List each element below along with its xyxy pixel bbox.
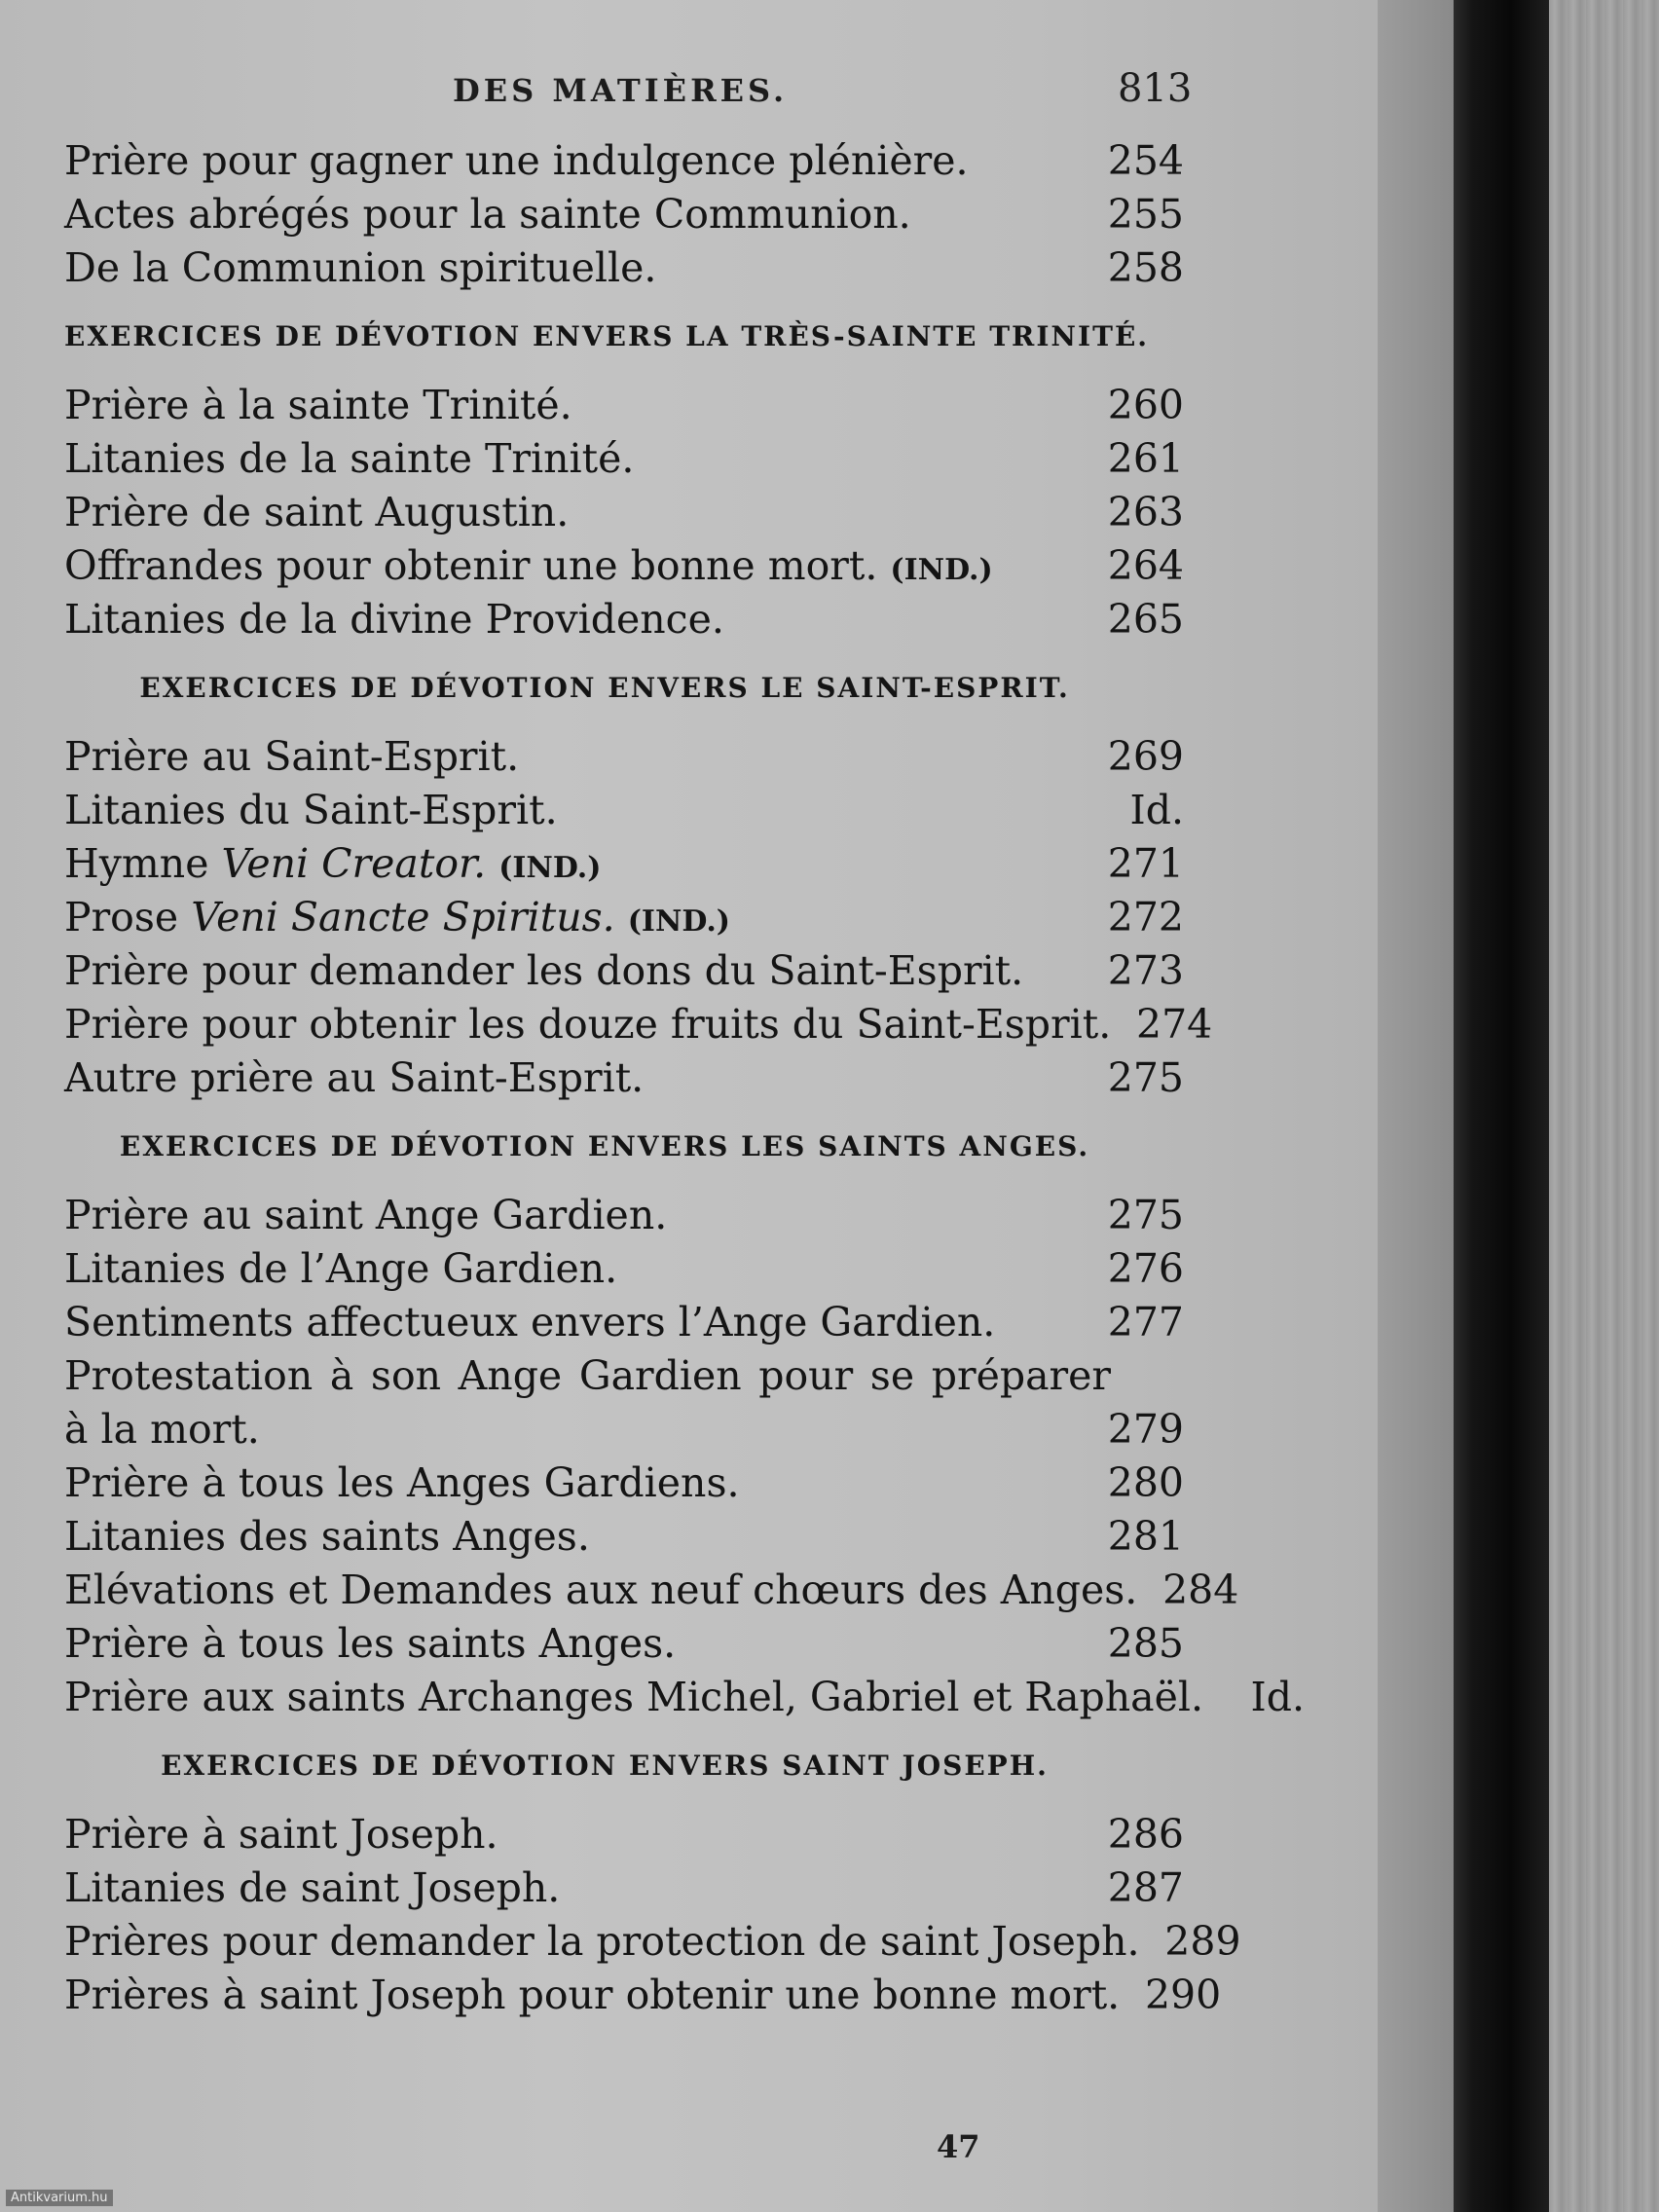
section-heading: EXERCICES DE DÉVOTION ENVERS SAINT JOSEPH. <box>161 1750 1049 1782</box>
toc-entry <box>64 241 1184 295</box>
entry-title-text: Prières à saint Joseph pour obtenir une bonne mort. <box>64 1972 1121 2018</box>
entry-title-text: Prière pour obtenir les douze fruits du Saint-Esprit. <box>64 1001 1112 1048</box>
entry-title <box>64 730 1106 784</box>
entry-title <box>64 1456 1106 1510</box>
indulgence-mark: (IND.) <box>498 851 602 885</box>
entry-title <box>64 837 1106 895</box>
entry-title-text: De la Communion spirituelle. <box>64 244 657 291</box>
toc-entry <box>64 593 1184 646</box>
entry-page-number: 255 <box>1107 191 1184 238</box>
entry-page-number: 279 <box>1107 1406 1184 1453</box>
toc-section <box>64 295 1184 646</box>
entry-page-number: 272 <box>1107 894 1184 940</box>
entry-title-text: Prière à tous les saints Anges. <box>64 1620 677 1667</box>
entry-title <box>64 241 1106 295</box>
entry-title-text: Litanies de la sainte Trinité. <box>64 435 635 482</box>
entry-title <box>64 1296 1106 1349</box>
entry-title-text: Protestation à son Ange Gardien pour se préparer à la mort. <box>64 1352 1111 1453</box>
toc-entry <box>64 891 1184 944</box>
entry-page-number: 258 <box>1107 244 1184 291</box>
toc-section <box>64 134 1184 295</box>
entry-title-prefix: Prose <box>64 894 179 940</box>
entry-title-text: Prière pour gagner une indulgence plénière. <box>64 137 969 184</box>
entry-page-number: 264 <box>1107 542 1184 589</box>
entry-page-number: 271 <box>1107 840 1184 887</box>
entry-page-number: Id. <box>1129 787 1184 833</box>
entry-page-number: 281 <box>1107 1513 1184 1560</box>
toc-section <box>64 1724 1241 2022</box>
entry-title-text: Litanies des saints Anges. <box>64 1513 590 1560</box>
toc-entry <box>64 944 1184 998</box>
entry-title-prefix: Hymne <box>64 840 209 887</box>
entry-page-number: 285 <box>1107 1620 1184 1667</box>
toc-entry <box>64 837 1184 891</box>
entry-page-number: 269 <box>1107 733 1184 780</box>
toc-entry <box>64 432 1184 486</box>
entry-page-number: 280 <box>1107 1459 1184 1506</box>
entry-title <box>64 1969 1143 2022</box>
entry-page-number: 284 <box>1162 1567 1239 1613</box>
watermark: Antikvarium.hu <box>6 2190 113 2206</box>
toc-entry <box>64 1456 1184 1510</box>
entry-page-number: 287 <box>1107 1864 1184 1911</box>
indulgence-mark: (IND.) <box>627 904 730 939</box>
indulgence-mark: (IND.) <box>890 553 993 587</box>
folio-number: 813 <box>1118 66 1193 111</box>
entry-page-number: 263 <box>1107 489 1184 535</box>
toc-entry <box>64 1564 1239 1617</box>
entry-title <box>64 891 1106 948</box>
entry-title-text: Litanies de la divine Providence. <box>64 596 724 643</box>
entry-title-text: Prière à tous les Anges Gardiens. <box>64 1459 740 1506</box>
entry-title <box>64 1808 1106 1862</box>
toc-entry <box>64 1296 1184 1349</box>
entry-page-number: Id. <box>1250 1674 1306 1720</box>
entry-title <box>64 1051 1106 1105</box>
entry-title <box>64 539 1106 597</box>
entry-title-text: Offrandes pour obtenir une bonne mort. <box>64 542 878 589</box>
entry-title-text: Actes abrégés pour la sainte Communion. <box>64 191 911 238</box>
entry-page-number: 273 <box>1107 947 1184 994</box>
toc-entry <box>64 1915 1241 1969</box>
section-heading: EXERCICES DE DÉVOTION ENVERS LES SAINTS ANGES. <box>119 1130 1090 1162</box>
entry-title <box>64 379 1106 432</box>
book-binding <box>1454 0 1549 2212</box>
entry-title-text: Litanies de l’Ange Gardien. <box>64 1245 618 1292</box>
entry-title <box>64 1617 1106 1671</box>
toc-entry <box>64 1862 1184 1915</box>
entry-title-text: Prières pour demander la protection de saint Joseph. <box>64 1918 1140 1965</box>
entry-title <box>64 1349 1134 1456</box>
entry-page-number: 289 <box>1164 1918 1241 1965</box>
entry-title-text: Prière pour demander les dons du Saint-Esprit. <box>64 947 1024 994</box>
running-head <box>0 66 1378 121</box>
entry-title-text: Autre prière au Saint-Esprit. <box>64 1054 645 1101</box>
toc-entry <box>64 1189 1184 1242</box>
table-of-contents <box>64 134 1306 2022</box>
entry-title <box>64 1671 1227 1724</box>
section-heading: EXERCICES DE DÉVOTION ENVERS LE SAINT-ESPRIT. <box>139 672 1070 704</box>
entry-page-number: 277 <box>1107 1299 1184 1346</box>
entry-title <box>64 998 1134 1051</box>
entry-page-number: 290 <box>1144 1972 1222 2018</box>
entry-title <box>64 432 1106 486</box>
signature-mark: 47 <box>937 2128 980 2165</box>
entry-title-text: Prière de saint Augustin. <box>64 489 570 535</box>
entry-page-number: 274 <box>1136 1001 1213 1048</box>
toc-entry <box>64 1671 1306 1724</box>
entry-title <box>64 486 1106 539</box>
page-edge <box>1378 0 1454 2212</box>
entry-title <box>64 1510 1106 1564</box>
entry-page-number: 265 <box>1107 596 1184 643</box>
entry-page-number: 286 <box>1107 1811 1184 1858</box>
entry-title <box>64 1242 1106 1296</box>
entry-title <box>64 188 1106 241</box>
toc-entry <box>64 134 1184 188</box>
entry-page-number: 254 <box>1107 137 1184 184</box>
entry-title-latin: Veni Sancte Spiritus. <box>191 894 615 940</box>
toc-entry <box>64 1617 1184 1671</box>
entry-title-text: Prière aux saints Archanges Michel, Gabriel et Raphaël. <box>64 1674 1204 1720</box>
toc-entry <box>64 188 1184 241</box>
entry-page-number: 275 <box>1107 1054 1184 1101</box>
toc-entry <box>64 379 1184 432</box>
toc-entry <box>64 1349 1184 1456</box>
section-heading: EXERCICES DE DÉVOTION ENVERS LA TRÈS-SAINTE TRINITÉ. <box>64 320 1150 352</box>
entry-page-number: 261 <box>1107 435 1184 482</box>
entry-title-text: Litanies du Saint-Esprit. <box>64 787 558 833</box>
entry-title <box>64 1564 1161 1617</box>
entry-title-latin: Veni Creator. <box>221 840 487 887</box>
toc-section <box>64 646 1213 1105</box>
entry-title-text: Sentiments affectueux envers l’Ange Gardien. <box>64 1299 996 1346</box>
toc-entry <box>64 1242 1184 1296</box>
entry-title-text: Prière à saint Joseph. <box>64 1811 498 1858</box>
entry-title-text: Litanies de saint Joseph. <box>64 1864 561 1911</box>
entry-title-text: Prière au Saint-Esprit. <box>64 733 520 780</box>
entry-title-text: Prière à la sainte Trinité. <box>64 382 572 428</box>
toc-entry <box>64 998 1213 1051</box>
entry-title-text: Prière au saint Ange Gardien. <box>64 1192 668 1238</box>
entry-title <box>64 134 1106 188</box>
running-title: DES MATIÈRES. <box>453 72 789 109</box>
entry-title <box>64 1915 1163 1969</box>
entry-title <box>64 593 1106 646</box>
toc-entry <box>64 1510 1184 1564</box>
toc-entry <box>64 1969 1222 2022</box>
entry-title-text: Elévations et Demandes aux neuf chœurs des Anges. <box>64 1567 1138 1613</box>
entry-page-number: 275 <box>1107 1192 1184 1238</box>
entry-title <box>64 1862 1106 1915</box>
toc-entry <box>64 486 1184 539</box>
entry-title <box>64 784 1106 837</box>
toc-entry <box>64 539 1184 593</box>
entry-title <box>64 1189 1106 1242</box>
toc-entry <box>64 784 1184 837</box>
entry-title <box>64 944 1106 998</box>
entry-page-number: 260 <box>1107 382 1184 428</box>
toc-section <box>64 1105 1306 1724</box>
toc-entry <box>64 730 1184 784</box>
entry-page-number: 276 <box>1107 1245 1184 1292</box>
toc-entry <box>64 1051 1184 1105</box>
cover-board <box>1549 0 1659 2212</box>
toc-entry <box>64 1808 1184 1862</box>
